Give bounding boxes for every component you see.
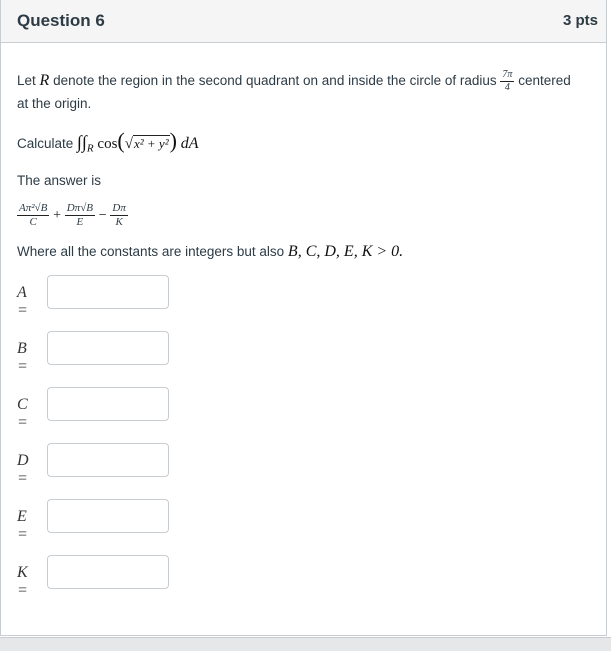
field-label-k: K = — [17, 564, 28, 599]
field-label-c: C = — [17, 396, 28, 431]
plus-operator: + — [53, 208, 61, 224]
term2-fraction — [65, 203, 95, 228]
question-title: Question 6 — [17, 11, 105, 30]
constraint-text: Where all the constants are integers but also — [17, 244, 285, 259]
term3-numerator: Dπ — [112, 202, 126, 214]
answer-input-e[interactable] — [47, 499, 169, 533]
prompt-line-1 — [17, 70, 571, 93]
answer-expression — [17, 203, 128, 228]
radius-numerator: 7π — [502, 69, 513, 80]
question-header — [1, 0, 606, 43]
answer-intro: The answer is — [17, 173, 102, 188]
region-variable: R — [39, 72, 50, 90]
radius-denominator: 4 — [504, 82, 510, 93]
answer-input-d[interactable] — [47, 443, 169, 477]
calculate-line: Calculate $\int\int_R$ cos(√x² + y²) dA — [17, 128, 199, 155]
constraint-math: B, C, D, E, K > 0. — [287, 243, 404, 260]
prompt-line-2: at the origin. — [17, 96, 92, 111]
integral-region: R — [86, 142, 94, 155]
answer-input-b[interactable] — [47, 331, 169, 365]
calculate-label: Calculate — [17, 136, 74, 151]
field-label-e: E = — [17, 508, 28, 543]
minus-operator: − — [98, 208, 107, 224]
prompt-centered: centered — [518, 73, 571, 89]
term1-numerator: Aπ²√B — [19, 202, 48, 214]
field-label-d: D = — [17, 452, 29, 487]
term2-denominator: E — [76, 216, 84, 228]
term1-denominator: C — [29, 216, 37, 228]
term1-fraction — [17, 203, 49, 228]
integral-symbol-1: ∫ — [77, 132, 82, 152]
integral-symbol-2: ∫ — [81, 132, 87, 152]
term2-numerator: Dπ√B — [66, 202, 93, 214]
prompt-description: denote the region in the second quadrant on and inside the circle of radius — [53, 73, 497, 89]
question-points: 3 pts — [562, 12, 598, 29]
term3-denominator: K — [115, 216, 123, 228]
cos-function: cos — [97, 136, 118, 152]
prompt-let: Let — [17, 73, 36, 89]
answer-input-c[interactable] — [47, 387, 169, 421]
radicand-expression: x² + y² — [133, 136, 169, 151]
field-label-b: B = — [17, 340, 28, 375]
constraint-line — [17, 241, 403, 263]
next-question-divider — [0, 637, 611, 651]
area-element: dA — [180, 135, 199, 152]
radius-fraction — [500, 70, 514, 93]
answer-input-a[interactable] — [47, 275, 169, 309]
term3-fraction — [110, 203, 127, 228]
field-label-a: A = — [17, 284, 28, 319]
answer-input-k[interactable] — [47, 555, 169, 589]
